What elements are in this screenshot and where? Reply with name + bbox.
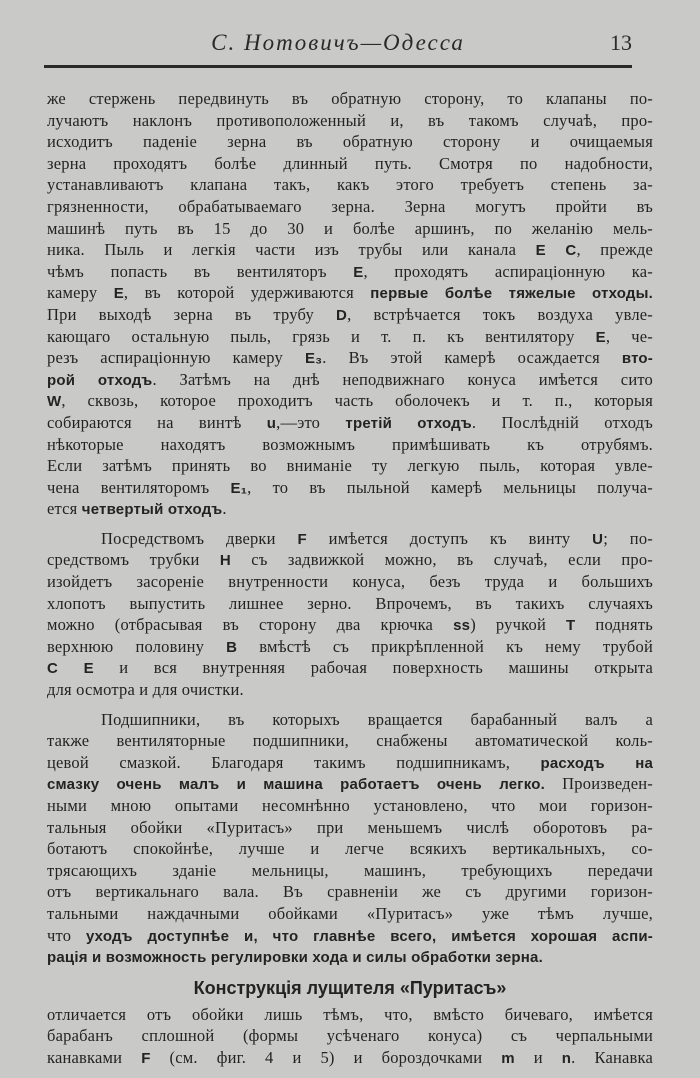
text-line: Посредствомъ дверки F имѣется доступъ къ винту U; по- xyxy=(101,528,653,548)
text-line: лучаютъ наклонъ противоположенный и, въ такомъ случаѣ, про- xyxy=(47,110,653,130)
text-line: устанавливаютъ клапана такъ, какъ этого требуетъ степень за- xyxy=(47,175,653,195)
text-line: тальныя обойки «Пуритасъ» при меньшемъ числѣ оборотовъ ра- xyxy=(47,817,653,837)
text-line: можно (отбрасывая въ сторону два крючка ss) ручкой T поднять xyxy=(47,615,653,635)
text-line: W, сквозь, которое проходитъ часть оболочекъ и т. п., которыя xyxy=(47,391,653,411)
text-line: резъ аспираціонную камеру E₃. Въ этой камерѣ осаждается вто- xyxy=(47,348,653,368)
text-line: изойдетъ засореніе внутренности конуса, безъ труда и большихъ xyxy=(47,572,653,592)
paragraph-1 xyxy=(47,88,653,520)
text-line: C E и вся внутренняя рабочая поверхность машины открыта xyxy=(47,658,653,678)
text-line: кающаго остальную пыль, грязь и т. п. къ вентилятору E, че- xyxy=(47,326,653,346)
text-line: тальными наждачными обойками «Пуритасъ» уже тѣмъ лучше, xyxy=(47,903,653,923)
text-line: Подшипники, въ которыхъ вращается барабанный валъ а xyxy=(101,709,653,729)
text-line: ника. Пыль и легкія части изъ трубы или канала E C, прежде xyxy=(47,240,654,260)
text-line: собираются на винтѣ u,—это третій отходъ. Послѣдній отходъ xyxy=(47,412,654,432)
text-line: же стержень передвинуть въ обратную сторону, то клапаны по- xyxy=(47,89,653,108)
paragraph-2 xyxy=(47,528,653,701)
text-line: ботаютъ спокойнѣе, лучше и легче всякихъ вертикальныхъ, со- xyxy=(47,839,653,859)
text-line: нѣкоторые находятъ возможнымъ примѣшивать къ отрубямъ. xyxy=(47,434,653,454)
page-number: 13 xyxy=(610,30,632,55)
paragraph-gap xyxy=(47,701,653,709)
text-line: машинѣ путь въ 15 до 30 и болѣе аршинъ, по желанію мель- xyxy=(47,218,653,238)
text-line: камеру E, въ которой удерживаются первые болѣе тяжелые отходы. xyxy=(47,283,654,303)
text-line: При выходѣ зерна въ трубу D, встрѣчается токъ воздуха увле- xyxy=(47,304,653,324)
text-line: Если затѣмъ принять во вниманіе ту легкую пыль, которая увле- xyxy=(47,456,653,476)
text-line: грязненности, обрабатываемаго зерна. Зерна могутъ пройти въ xyxy=(47,196,653,216)
text-line: ными мною опытами несомнѣнно установлено, что мои горизон- xyxy=(47,796,653,815)
paragraph-gap xyxy=(47,520,653,528)
running-header xyxy=(44,26,632,60)
text-line: отличается отъ обойки лишь тѣмъ, что, вмѣсто бичеваго, имѣется xyxy=(47,1004,653,1024)
text-line: чена вентиляторомъ E₁, то въ пыльной камерѣ мельницы получа- xyxy=(47,477,653,497)
text-line: рація и возможность регулировки хода и силы обработки зерна. xyxy=(47,949,543,967)
text-line: также вентиляторные подшипники, снабжены автоматической коль- xyxy=(47,731,653,751)
text-line: барабанъ сплошной (формы усѣченаго конуса) съ черпальными xyxy=(47,1026,653,1046)
text-line: смазку очень малъ и машина работаетъ очень легко. Произведен- xyxy=(47,774,653,794)
body-text xyxy=(47,88,653,1069)
text-line: средствомъ трубки H съ задвижкой можно, въ случаѣ, если про- xyxy=(47,550,653,570)
text-line: что уходъ доступнѣе и, что главнѣе всего, имѣется хорошая аспи- xyxy=(47,925,653,945)
text-line: цевой смазкой. Благодаря такимъ подшипникамъ, расходъ на xyxy=(47,752,653,772)
running-title: С. Нотовичъ—Одесса xyxy=(211,30,465,55)
text-line: ется четвертый отходъ. xyxy=(47,499,227,519)
header-rule xyxy=(44,65,632,68)
text-line: исходитъ паденіе зерна въ обратную сторону и очищаемыя xyxy=(47,132,653,152)
text-line: трясающихъ зданіе мельницы, машинъ, требующихъ передачи xyxy=(47,860,653,880)
text-line: хлопотъ выпустить лишнее зерно. Впрочемъ, въ такихъ случаяхъ xyxy=(47,593,653,613)
text-line: чѣмъ попасть въ вентиляторъ E, проходятъ аспираціонную ка- xyxy=(47,261,653,281)
section-heading: Конструкція лущителя «Пуритасъ» xyxy=(193,977,507,998)
text-line: для осмотра и для очистки. xyxy=(47,680,244,700)
text-line: зерна проходятъ болѣе длинный путь. Смотря по надобности, xyxy=(47,153,653,173)
text-line: отъ вертикальнаго вала. Въ сравненіи же съ другими горизон- xyxy=(47,882,653,902)
paragraph-3 xyxy=(47,709,653,968)
text-line: верхнюю половину B вмѣстѣ съ прикрѣпленной къ нему трубой xyxy=(47,636,653,656)
paragraph-4 xyxy=(47,1004,653,1069)
text-line: рой отходъ. Затѣмъ на днѣ неподвижнаго конуса имѣется сито xyxy=(47,369,653,389)
text-line: канавками F (см. фиг. 4 и 5) и бороздочками m и n. Канавка xyxy=(47,1047,654,1067)
